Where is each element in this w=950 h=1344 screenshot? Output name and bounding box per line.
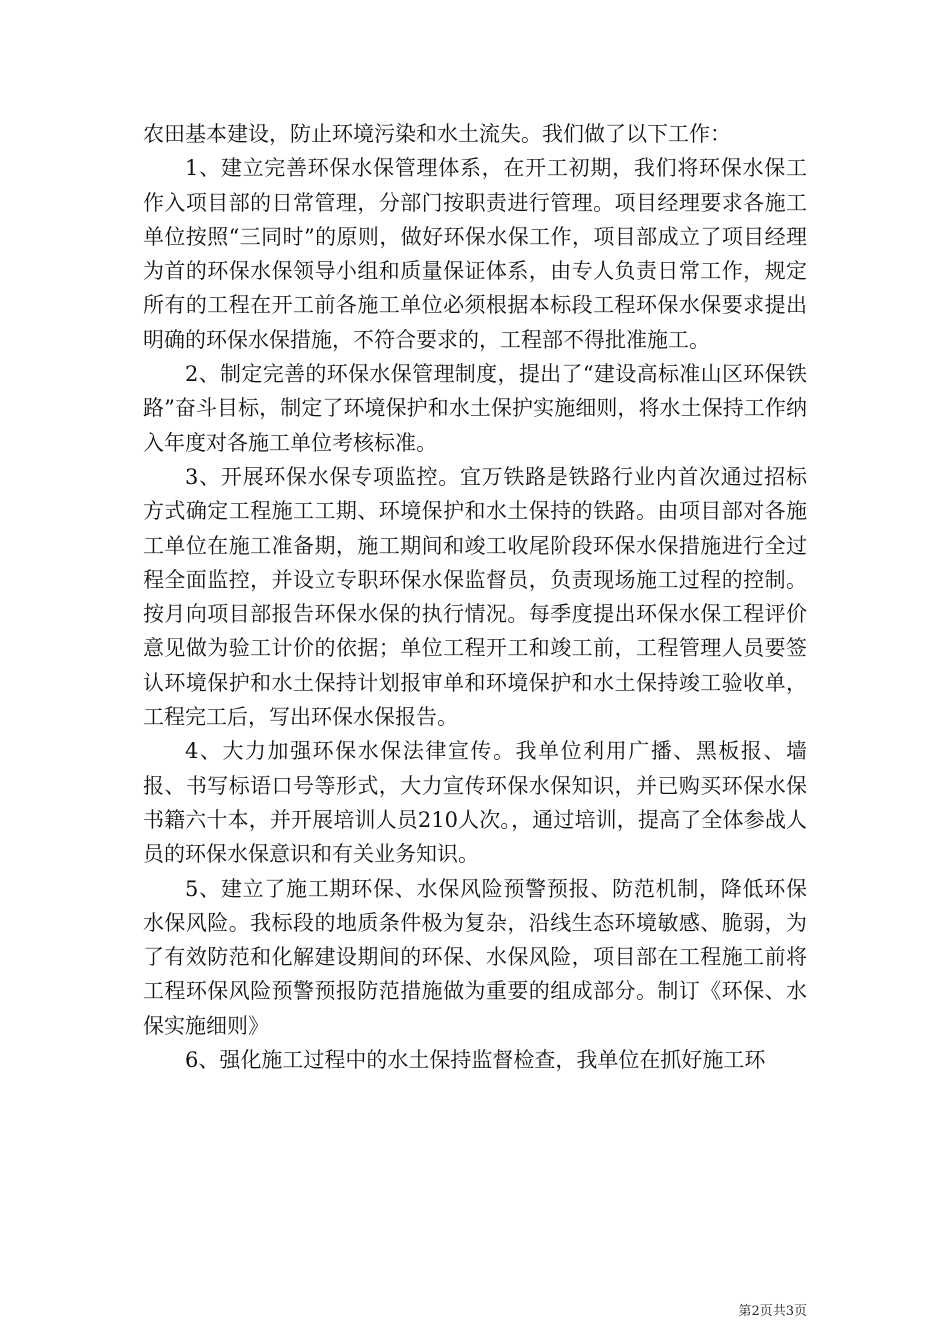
paragraph-item-3: 3、开展环保水保专项监控。宜万铁路是铁路行业内首次通过招标方式确定工程施工工期、环境保护和水土保持的铁路。由项目部对各施工单位在施工准备期，施工期间和竣工收尾阶段环保水保措施进行全过程全面监控，并设立专职环保水保监督员，负责现场施工过程的控制。按月向项目部报告环保水保的执行情况。每季度提出环保水保工程评价意见做为验工计价的依据；单位工程开工和竣工前，工程管理人员要签认环境保护和水土保持计划报审单和环境保护和水土保持竣工验收单，工程完工后，写出环保水保报告。 [143, 464, 807, 730]
paragraph-intro: 农田基本建设，防止环境污染和水土流失。我们做了以下工作： [143, 122, 731, 146]
page-number-footer: 第2页共3页 [738, 1304, 807, 1319]
paragraph-item-6: 6、强化施工过程中的水土保持监督检查，我单位在抓好施工环 [185, 1048, 766, 1073]
paragraph-item-1: 1、建立完善环保水保管理体系，在开工初期，我们将环保水保工作入项目部的日常管理，分部门按职责进行管理。项目经理要求各施工单位按照“三同时”的原则，做好环保水保工作，项目部成立了项目经理为首的环保水保领导小组和质量保证体系，由专人负责日常工作，规定所有的工程在开工前各施工单位必须根据本标段工程环保水保要求提出明确的环保水保措施，不符合要求的，工程部不得批准施工。 [143, 156, 807, 352]
paragraph-item-2: 2、制定完善的环保水保管理制度，提出了“建设高标准山区环保铁路”奋斗目标，制定了环境保护和水土保护实施细则，将水土保持工作纳入年度对各施工单位考核标准。 [143, 362, 807, 455]
document-body [143, 117, 807, 1077]
paragraph-item-4: 4、大力加强环保水保法律宣传。我单位利用广播、黑板报、墙报、书写标语口号等形式，大力宣传环保水保知识，并已购买环保水保书籍六十本，并开展培训人员210人次。，通过培训，提高了全体参战人员的环保水保意识和有关业务知识。 [143, 739, 807, 867]
paragraph-item-5: 5、建立了施工期环保、水保风险预警预报、防范机制，降低环保水保风险。我标段的地质条件极为复杂，沿线生态环境敏感、脆弱，为了有效防范和化解建设期间的环保、水保风险，项目部在工程施工前将工程环保风险预警预报防范措施做为重要的组成部分。制订《环保、水保实施细则》 [143, 876, 807, 1038]
